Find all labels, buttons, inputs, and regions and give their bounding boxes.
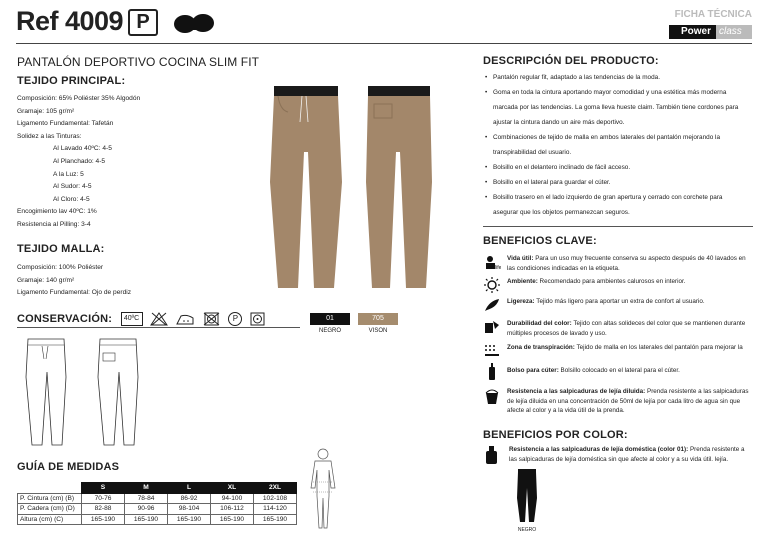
list-item: marcada por las tendencias. La goma lleva hueste claim. También tiene cordones para — [493, 104, 739, 111]
list-item — [483, 277, 753, 297]
malla-ligamento: Ligamento Fundamental: Ojo de perdiz — [17, 289, 131, 297]
table-cell: 94-100 — [211, 493, 254, 504]
power-label: Power — [669, 25, 716, 39]
p-badge: P — [128, 9, 158, 36]
list-item: ajustar la cintura dando un aire más deportivo. — [493, 119, 625, 126]
malla-gramaje: Gramaje: 140 gr/m² — [17, 276, 75, 284]
descripcion-divider — [483, 226, 753, 227]
ligamento: Ligamento Fundamental: Tafetán — [17, 120, 114, 128]
color-durability-icon — [483, 319, 501, 335]
conservacion-divider — [17, 327, 300, 328]
beneficios-title: BENEFICIOS CLAVE: — [483, 235, 597, 247]
table-cell: 82-88 — [82, 504, 125, 515]
benefit-text: Tejido más ligero para aportar un extra de confort al usuario. — [534, 298, 705, 305]
benefit-text: Para un uso muy frecuente conserva su aspecto después de 40 lavados en las condiciones indicadas en la etiqueta. — [507, 255, 746, 272]
table-cell: 165-190 — [168, 514, 211, 525]
benefit-label: Resistencia a las salpicaduras de lejía diluida: — [507, 388, 646, 395]
color-swatch-vison[interactable]: 705 — [358, 313, 398, 325]
benefit-text: Tejido con altas solideces del color que se mantienen durante múltiples procesos de lavado y uso. — [507, 320, 746, 337]
size-header-blank — [18, 483, 82, 494]
body-measurement-figure-icon — [305, 448, 341, 530]
list-item: • Bolsillo en el lateral para guardar el cúter. — [483, 177, 738, 188]
list-item — [483, 343, 753, 363]
row-label: P. Cintura (cm) (B) — [18, 493, 82, 504]
ficha-tecnica-label: FICHA TÉCNICA — [674, 9, 752, 20]
table-cell: 165-190 — [82, 514, 125, 525]
cutter-icon — [483, 363, 501, 381]
black-pants-label: NEGRO — [517, 527, 537, 533]
list-item — [483, 297, 753, 319]
svg-text:life: life — [495, 265, 501, 270]
benefit-label: Zona de transpiración: — [507, 344, 575, 351]
bleach-bottle-icon — [483, 445, 501, 465]
table-cell: 78-84 — [125, 493, 168, 504]
no-tumble-dry-icon — [203, 312, 221, 326]
black-pants-swatch-icon — [515, 468, 539, 524]
front-technical-drawing-icon — [22, 337, 70, 447]
size-table — [17, 482, 297, 525]
descripcion-list — [483, 72, 738, 218]
tumble-dry-icon — [250, 312, 266, 326]
descripcion-title: DESCRIPCIÓN DEL PRODUCTO: — [483, 55, 659, 67]
table-cell: 106-112 — [211, 504, 254, 515]
list-item — [483, 319, 753, 343]
wash-40-icon: 40ºC — [121, 312, 143, 326]
table-row — [18, 514, 297, 525]
list-item: • Pantalón regular fit, adaptado a las tendencias de la moda. — [483, 72, 738, 83]
table-cell: 165-190 — [211, 514, 254, 525]
pilling: Resistencia al Pilling: 3-4 — [17, 220, 91, 228]
size-header-cell: S — [82, 483, 125, 494]
front-pants-photo-icon — [268, 82, 344, 294]
list-item: • Bolsillo en el delantero inclinado de fácil acceso. — [483, 162, 738, 173]
benefit-label: Bolso para cúter: — [507, 367, 559, 374]
table-cell: 98-104 — [168, 504, 211, 515]
reference-number: Ref 4009 — [16, 6, 124, 36]
table-cell: 114-120 — [254, 504, 297, 515]
bleach-bucket-icon — [483, 387, 501, 405]
product-title: PANTALÓN DEPORTIVO COCINA SLIM FIT — [17, 55, 260, 69]
class-label: class — [719, 26, 742, 37]
encogimiento: Encogimiento lav 40ºC: 1% — [17, 208, 97, 216]
color-name-negro: NEGRO — [318, 328, 341, 334]
list-item: asegurar que los objetos permanezcan seguros. — [493, 209, 630, 216]
benefit-label: Vida útil: — [507, 255, 534, 262]
header-divider — [16, 43, 752, 44]
solidez-planchado: Al Planchado: 4-5 — [53, 157, 106, 165]
solidez-sudor: Al Sudor: 4-5 — [53, 183, 92, 191]
list-item: transpirabilidad del usuario. — [493, 149, 572, 156]
tejido-malla-title: TEJIDO MALLA: — [17, 243, 105, 255]
power-class-logo — [669, 25, 752, 39]
table-cell: 165-190 — [125, 514, 168, 525]
size-header-cell: L — [168, 483, 211, 494]
cap-logo-icon — [171, 12, 215, 34]
size-header-row — [18, 483, 297, 494]
table-cell: 165-190 — [254, 514, 297, 525]
benefit-text: Bolsillo colocado en el lateral para el cúter. — [558, 367, 680, 374]
size-header-cell: XL — [211, 483, 254, 494]
benefit-text: Prenda resistente a las salpicaduras de lejía doméstica sin que afecte al color y a su vida útil. lejía. — [509, 446, 745, 463]
sun-icon — [483, 277, 501, 293]
table-cell: 86-92 — [168, 493, 211, 504]
conservacion-title: CONSERVACIÓN: — [17, 312, 113, 325]
table-cell: 70-76 — [82, 493, 125, 504]
guia-medidas-title: GUÍA DE MEDIDAS — [17, 461, 120, 473]
list-item: • Combinaciones de tejido de malla en ambos laterales del pantalón mejorando la — [483, 132, 738, 143]
color-name-vison: VISON — [368, 328, 388, 334]
table-cell: 90-96 — [125, 504, 168, 515]
gramaje: Gramaje: 105 gr/m² — [17, 107, 75, 115]
beneficio-color-item — [483, 445, 753, 465]
benefit-text: Tejido de malla en los laterales del pantalón para mejorar la — [574, 344, 743, 351]
color-swatch-negro[interactable]: 01 — [310, 313, 350, 325]
list-item: • Bolsillo trasero en el lado izquierdo de gran apertura y cerrado con corchete para — [483, 192, 738, 203]
back-pants-photo-icon — [364, 82, 434, 294]
dry-clean-p-icon: P — [228, 312, 242, 326]
benefit-label: Resistencia a las salpicaduras de lejía doméstica (color 01): — [509, 446, 689, 453]
benefit-text: Prenda resistente a las salpicaduras de lejía diluida en una concentración de 50ml de lejía por cada litro de agua sin que afecte al color y a la vida útil de la prenda. — [507, 388, 749, 414]
beneficios-color-title: BENEFICIOS POR COLOR: — [483, 429, 628, 441]
no-bleach-icon — [150, 312, 168, 326]
list-item — [483, 254, 753, 277]
transpiration-icon — [483, 343, 501, 359]
conservacion-row — [17, 310, 266, 328]
feather-icon — [483, 297, 501, 313]
table-row — [18, 504, 297, 515]
list-item — [483, 387, 753, 416]
list-item — [483, 363, 753, 387]
row-label: P. Cadera (cm) (D) — [18, 504, 82, 515]
size-header-cell: 2XL — [254, 483, 297, 494]
malla-composicion: Composición: 100% Poliéster — [17, 264, 104, 271]
row-label: Altura (cm) (C) — [18, 514, 82, 525]
list-item: • Goma en toda la cintura aportando mayor comodidad y una estética más moderna — [483, 87, 738, 98]
solidez: Solidez a las Tinturas: — [17, 132, 82, 140]
tejido-principal-title: TEJIDO PRINCIPAL: — [17, 75, 126, 87]
benefit-label: Durabilidad del color: — [507, 320, 572, 327]
benefit-text: Recomendado para ambientes calurosos en interior. — [537, 278, 686, 285]
composicion: Composición: 65% Poliéster 35% Algodón — [17, 95, 141, 102]
solidez-luz: A la Luz: 5 — [53, 170, 84, 178]
tejido-principal-specs — [17, 93, 140, 232]
vida-util-icon — [483, 254, 501, 270]
back-technical-drawing-icon — [94, 337, 142, 447]
table-cell: 102-108 — [254, 493, 297, 504]
table-row — [18, 493, 297, 504]
benefit-label: Ambiente: — [507, 278, 538, 285]
iron-icon — [175, 312, 195, 326]
solidez-cloro: Al Cloro: 4-5 — [53, 195, 90, 203]
size-header-cell: M — [125, 483, 168, 494]
solidez-lavado: Al Lavado 40ºC: 4-5 — [53, 145, 112, 153]
beneficios-list — [483, 254, 753, 416]
benefit-label: Ligereza: — [507, 298, 535, 305]
tejido-malla-specs — [17, 262, 131, 300]
